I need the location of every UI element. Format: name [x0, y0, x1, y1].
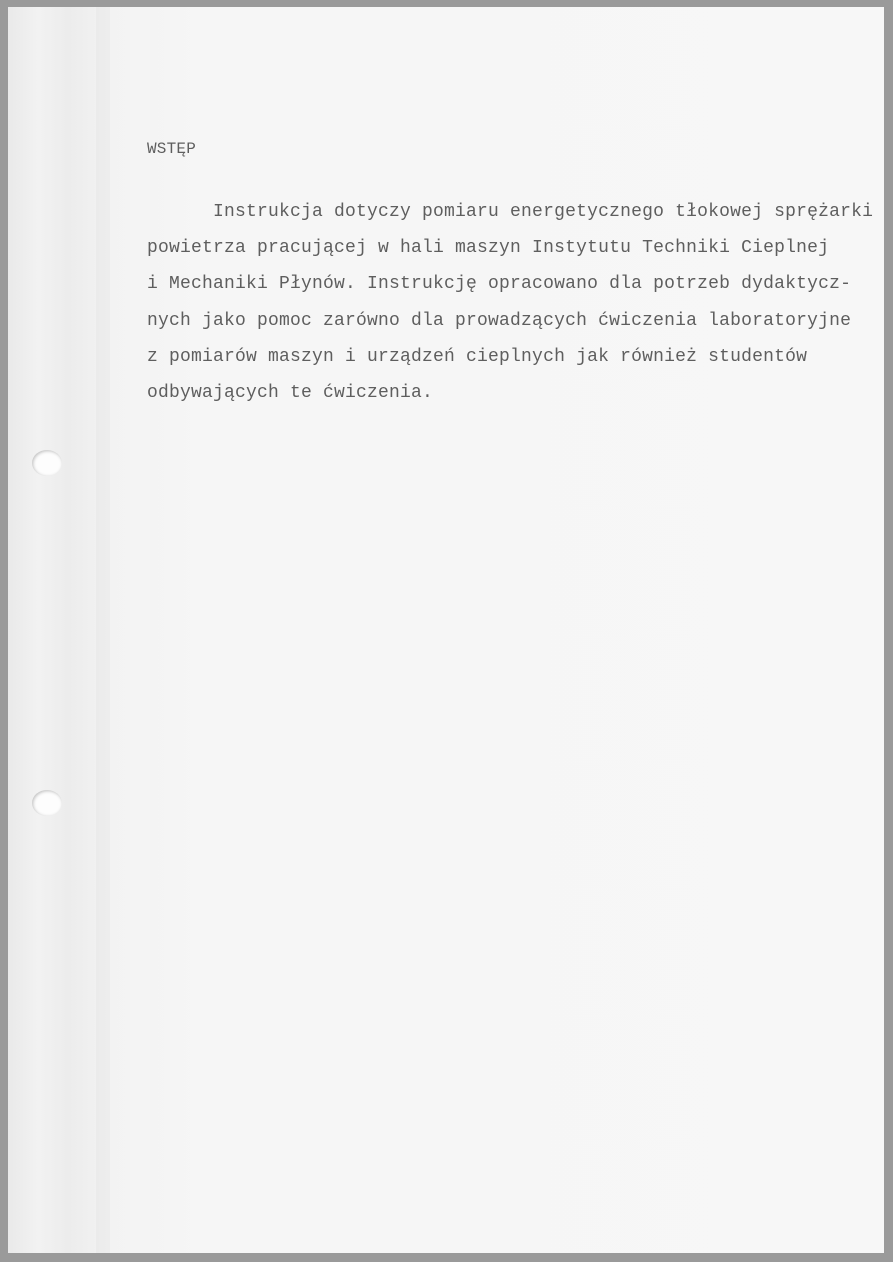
paragraph-line: Instrukcja dotyczy pomiaru energetycznego tłokowej sprężarki	[147, 202, 874, 222]
section-heading: WSTĘP	[147, 140, 197, 158]
paragraph-line: z pomiarów maszyn i urządzeń cieplnych jak również studentów	[147, 347, 808, 367]
punch-hole	[32, 450, 62, 476]
paragraph-line: powietrza pracującej w hali maszyn Instytutu Techniki Cieplnej	[147, 238, 830, 258]
punch-hole	[32, 790, 62, 816]
paragraph-line: odbywających te ćwiczenia.	[147, 383, 434, 403]
page-fold-shadow	[96, 7, 110, 1253]
document-page	[8, 7, 884, 1253]
paragraph-line: i Mechaniki Płynów. Instrukcję opracowano dla potrzeb dydaktycz-	[147, 274, 852, 294]
paragraph-line: nych jako pomoc zarówno dla prowadzących ćwiczenia laboratoryjne	[147, 311, 852, 331]
